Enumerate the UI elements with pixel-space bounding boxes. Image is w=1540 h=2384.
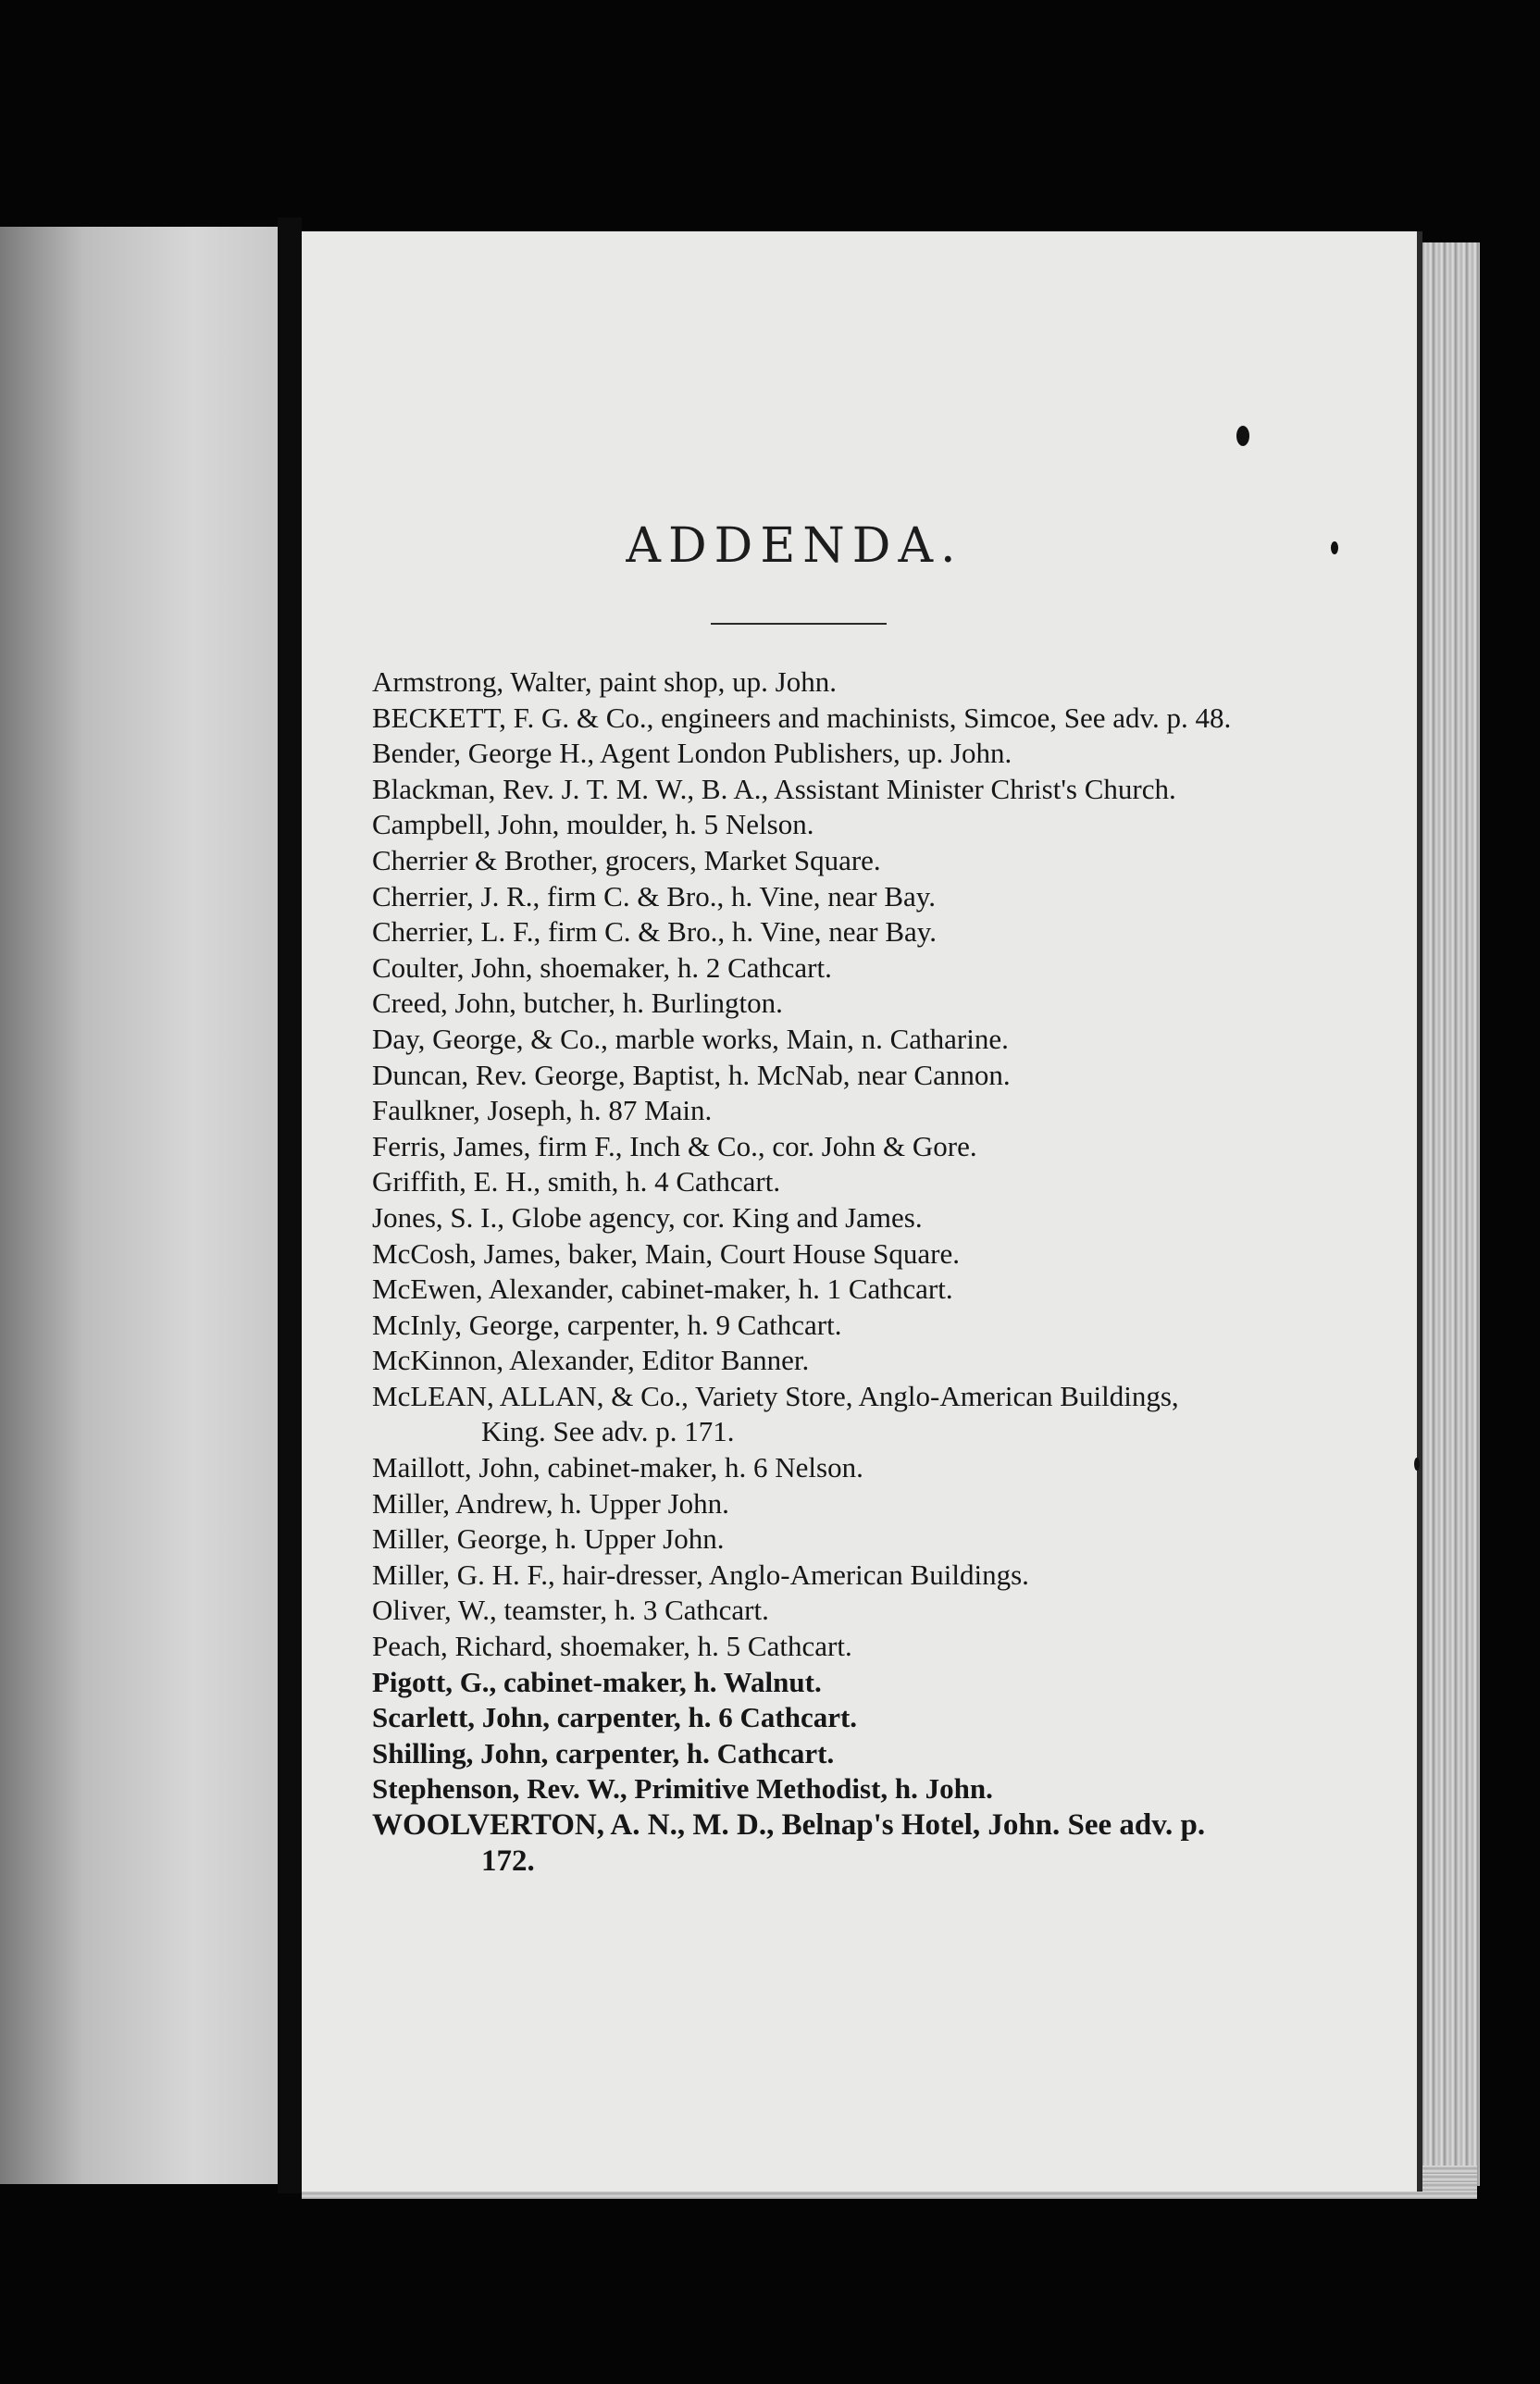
- page-edge-stack: [1422, 242, 1480, 2186]
- directory-entry: Blackman, Rev. J. T. M. W., B. A., Assistant Minister Christ's Church.: [372, 772, 1176, 805]
- directory-entry: McInly, George, carpenter, h. 9 Cathcart.: [372, 1308, 842, 1341]
- directory-entry: Miller, G. H. F., hair-dresser, Anglo-American Buildings.: [372, 1558, 1029, 1591]
- directory-entry: Cherrier, L. F., firm C. & Bro., h. Vine, near Bay.: [372, 915, 937, 949]
- directory-entry: Day, George, & Co., marble works, Main, n. Catharine.: [372, 1022, 1009, 1055]
- directory-entry: McEwen, Alexander, cabinet-maker, h. 1 Cathcart.: [372, 1273, 953, 1306]
- page-heading: ADDENDA.: [626, 518, 963, 574]
- directory-entry: McLEAN, ALLAN, & Co., Variety Store, Anglo-American Buildings, King. See adv. p. 171.: [372, 1379, 1179, 1448]
- directory-entry: WOOLVERTON, A. N., M. D., Belnap's Hotel, John. See adv. p. 172.: [372, 1808, 1206, 1878]
- directory-entry: Jones, S. I., Globe agency, cor. King and James.: [372, 1200, 923, 1234]
- directory-entry: Creed, John, butcher, h. Burlington.: [372, 987, 783, 1020]
- directory-entry: Faulkner, Joseph, h. 87 Main.: [372, 1094, 713, 1127]
- directory-entry: Miller, Andrew, h. Upper John.: [372, 1486, 729, 1520]
- directory-entries: [372, 664, 1233, 1879]
- directory-entry: McKinnon, Alexander, Editor Banner.: [372, 1344, 810, 1377]
- directory-entry: Armstrong, Walter, paint shop, up. John.: [372, 665, 837, 698]
- directory-entry: Ferris, James, firm F., Inch & Co., cor. John & Gore.: [372, 1129, 977, 1162]
- ink-speck: [1414, 1458, 1420, 1471]
- directory-entry: Peach, Richard, shoemaker, h. 5 Cathcart.: [372, 1630, 852, 1663]
- adjacent-page-edge: [0, 227, 278, 2184]
- directory-entry: Miller, George, h. Upper John.: [372, 1522, 725, 1556]
- directory-entry: Duncan, Rev. George, Baptist, h. McNab, near Cannon.: [372, 1058, 1011, 1091]
- directory-entry: Bender, George H., Agent London Publishers, up. John.: [372, 737, 1012, 770]
- heading-rule: [711, 623, 887, 625]
- directory-entry: BECKETT, F. G. & Co., engineers and machinists, Simcoe, See adv. p. 48.: [372, 701, 1232, 734]
- directory-entry: McCosh, James, baker, Main, Court House Square.: [372, 1236, 961, 1270]
- directory-entry: Shilling, John, carpenter, h. Cathcart.: [372, 1736, 835, 1769]
- directory-entry: Cherrier, J. R., firm C. & Bro., h. Vine, near Bay.: [372, 879, 937, 913]
- ink-speck: [1236, 426, 1249, 446]
- directory-entry: Stephenson, Rev. W., Primitive Methodist, h. John.: [372, 1772, 993, 1806]
- ink-speck: [1331, 541, 1338, 554]
- directory-entry: Griffith, E. H., smith, h. 4 Cathcart.: [372, 1165, 781, 1198]
- directory-entry: Coulter, John, shoemaker, h. 2 Cathcart.: [372, 950, 832, 984]
- directory-entry: Pigott, G., cabinet-maker, h. Walnut.: [372, 1665, 822, 1698]
- directory-entry: Cherrier & Brother, grocers, Market Square.: [372, 843, 881, 876]
- directory-entry: Scarlett, John, carpenter, h. 6 Cathcart.: [372, 1701, 858, 1734]
- book-gutter: [278, 217, 302, 2193]
- directory-entry: Oliver, W., teamster, h. 3 Cathcart.: [372, 1594, 769, 1627]
- directory-entry: Maillott, John, cabinet-maker, h. 6 Nelson.: [372, 1451, 863, 1484]
- directory-entry: Campbell, John, moulder, h. 5 Nelson.: [372, 808, 814, 841]
